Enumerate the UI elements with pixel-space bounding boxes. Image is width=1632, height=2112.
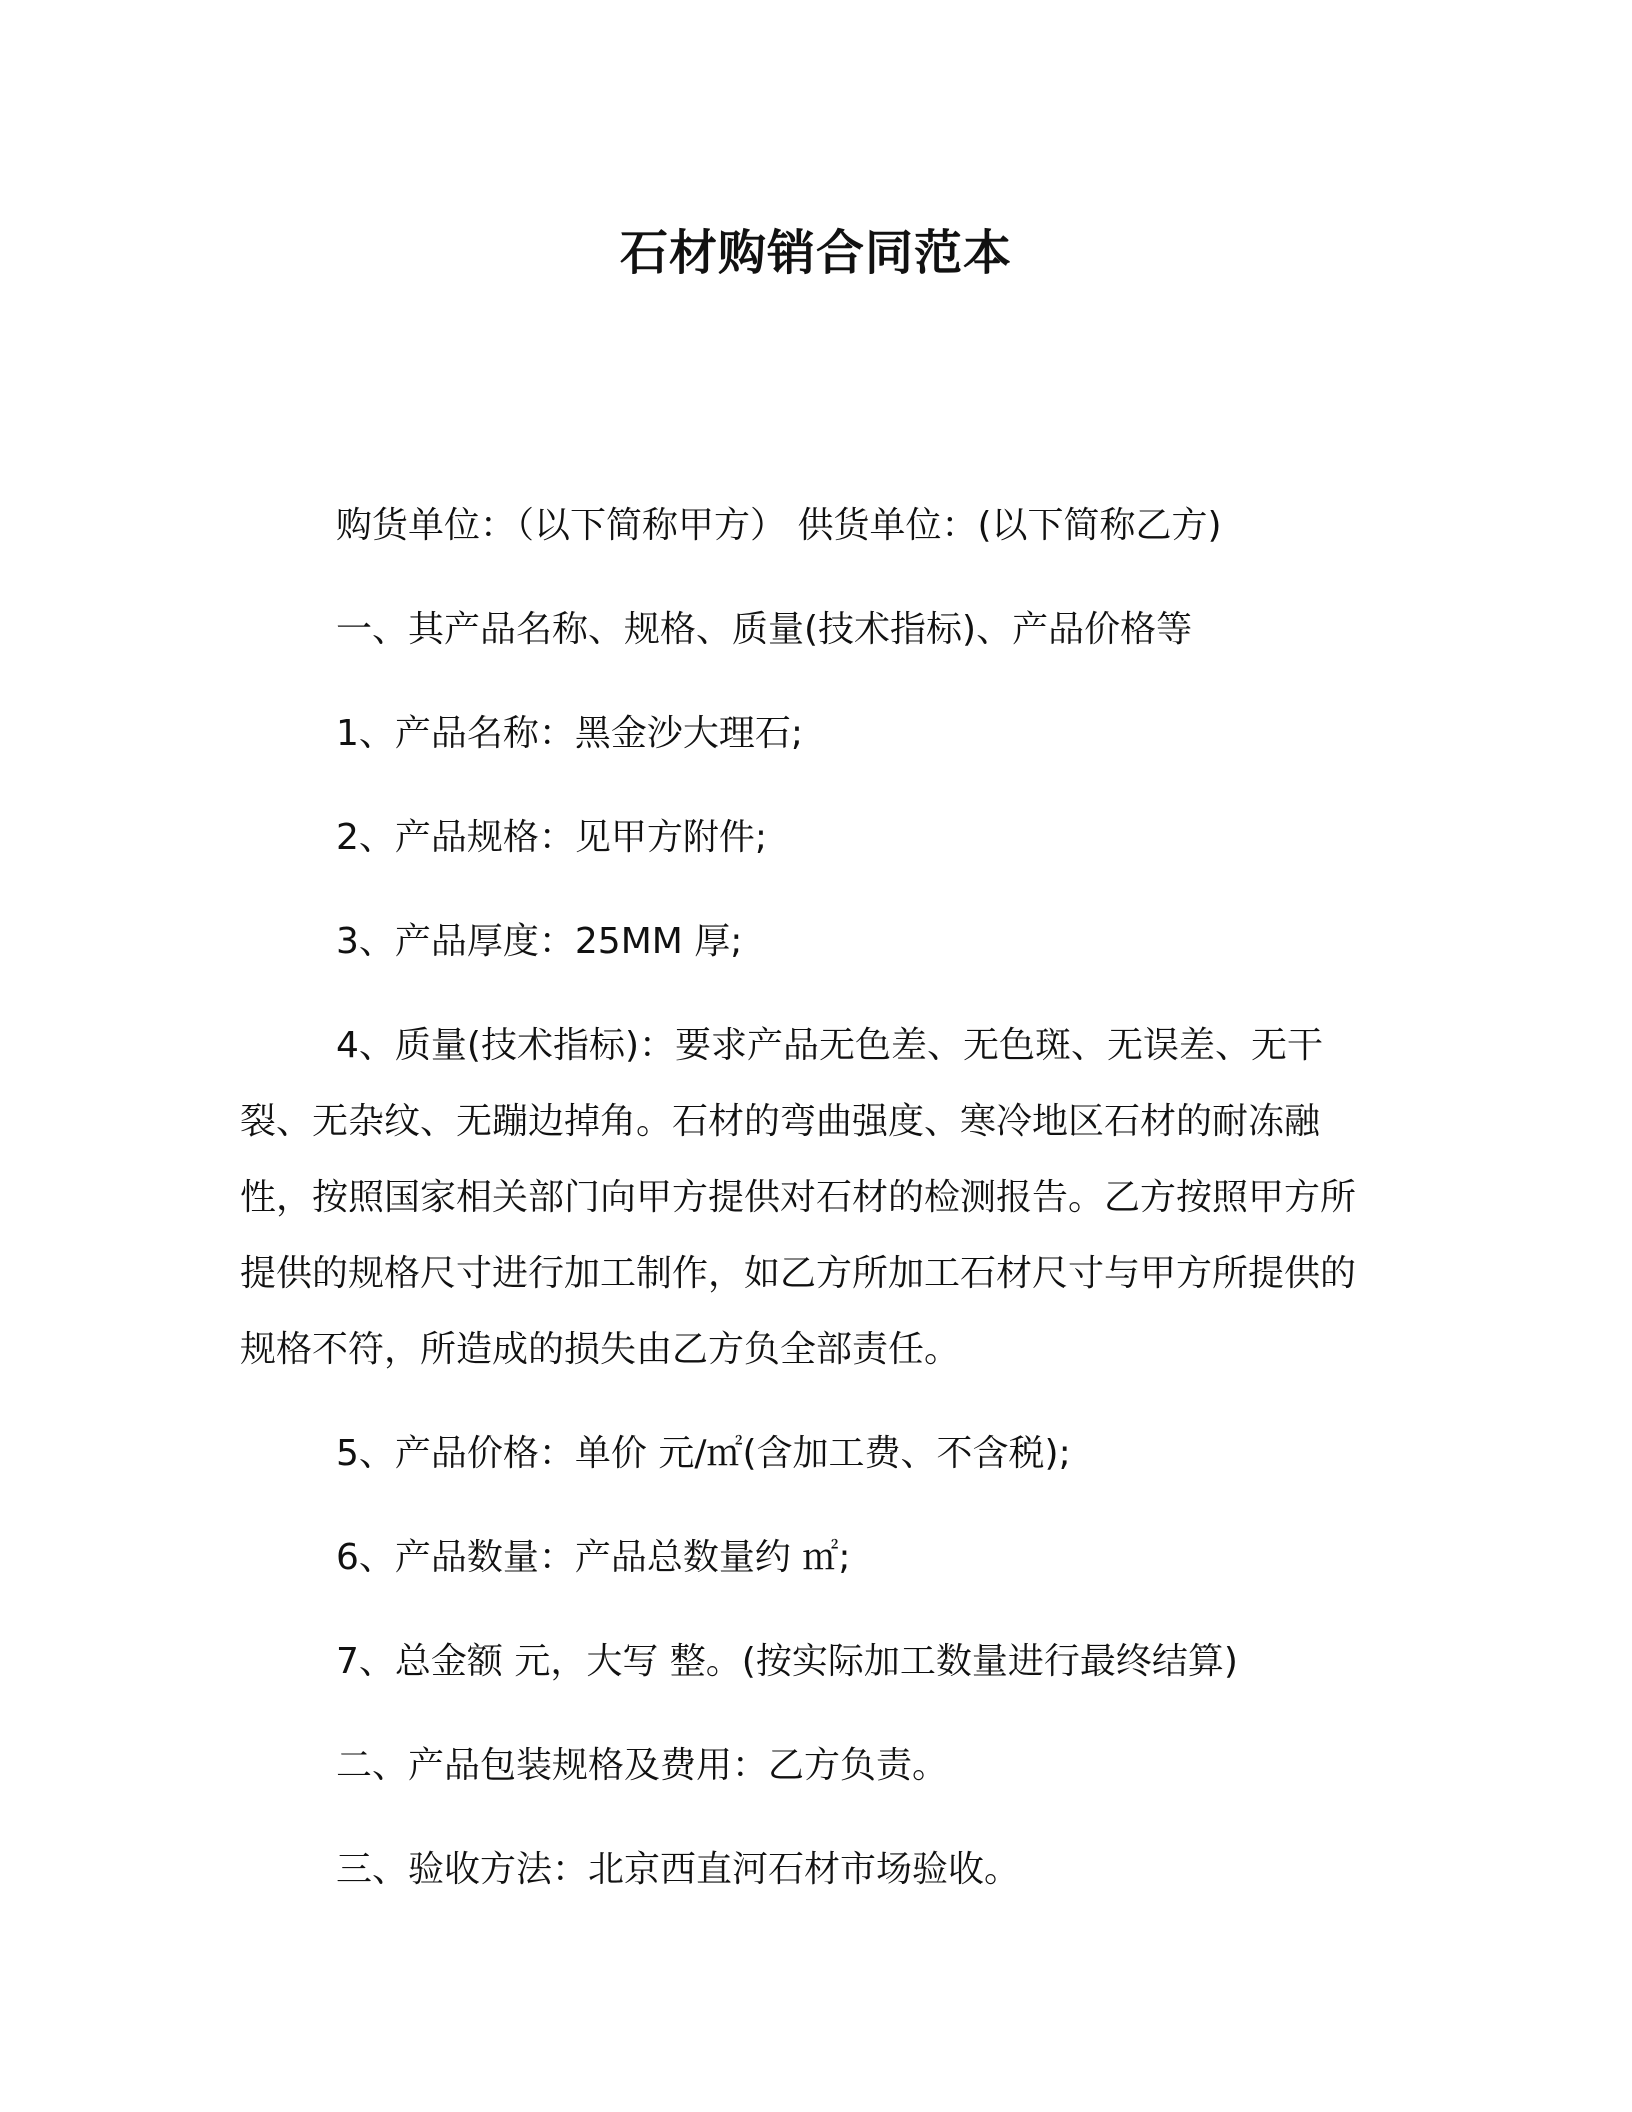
item-product-price: 5、产品价格：单价 元/㎡(含加工费、不含税); [336,1433,1071,1474]
parties-line: 购货单位：（以下简称甲方） 供货单位：(以下简称乙方) [336,505,1222,546]
section-3-acceptance: 三、验收方法：北京西直河石材市场验收。 [336,1849,1021,1890]
document-title: 石材购销合同范本 [619,225,1012,281]
item-product-spec: 2、产品规格：见甲方附件; [336,817,768,858]
section-2-packaging: 二、产品包装规格及费用：乙方负责。 [336,1745,949,1786]
item-product-name: 1、产品名称：黑金沙大理石; [336,713,804,754]
section-1-heading: 一、其产品名称、规格、质量(技术指标)、产品价格等 [336,609,1193,650]
item-total-amount: 7、总金额 元，大写 整。(按实际加工数量进行最终结算) [336,1641,1238,1682]
document-body [240,488,1360,1936]
item-product-quantity: 6、产品数量：产品总数量约 ㎡; [336,1537,851,1578]
item-product-thickness: 3、产品厚度：25MM 厚; [336,921,743,962]
item-quality: 4、质量(技术指标)：要求产品无色差、无色斑、无误差、无干裂、无杂纹、无蹦边掉角。石材的弯曲强度、寒冷地区石材的耐冻融性，按照国家相关部门向甲方提供对石材的检测报告。乙方按照甲方所提供的规格尺寸进行加工制作，如乙方所加工石材尺寸与甲方所提供的规格不符，所造成的损失由乙方负全部责任。 [240,1025,1357,1370]
